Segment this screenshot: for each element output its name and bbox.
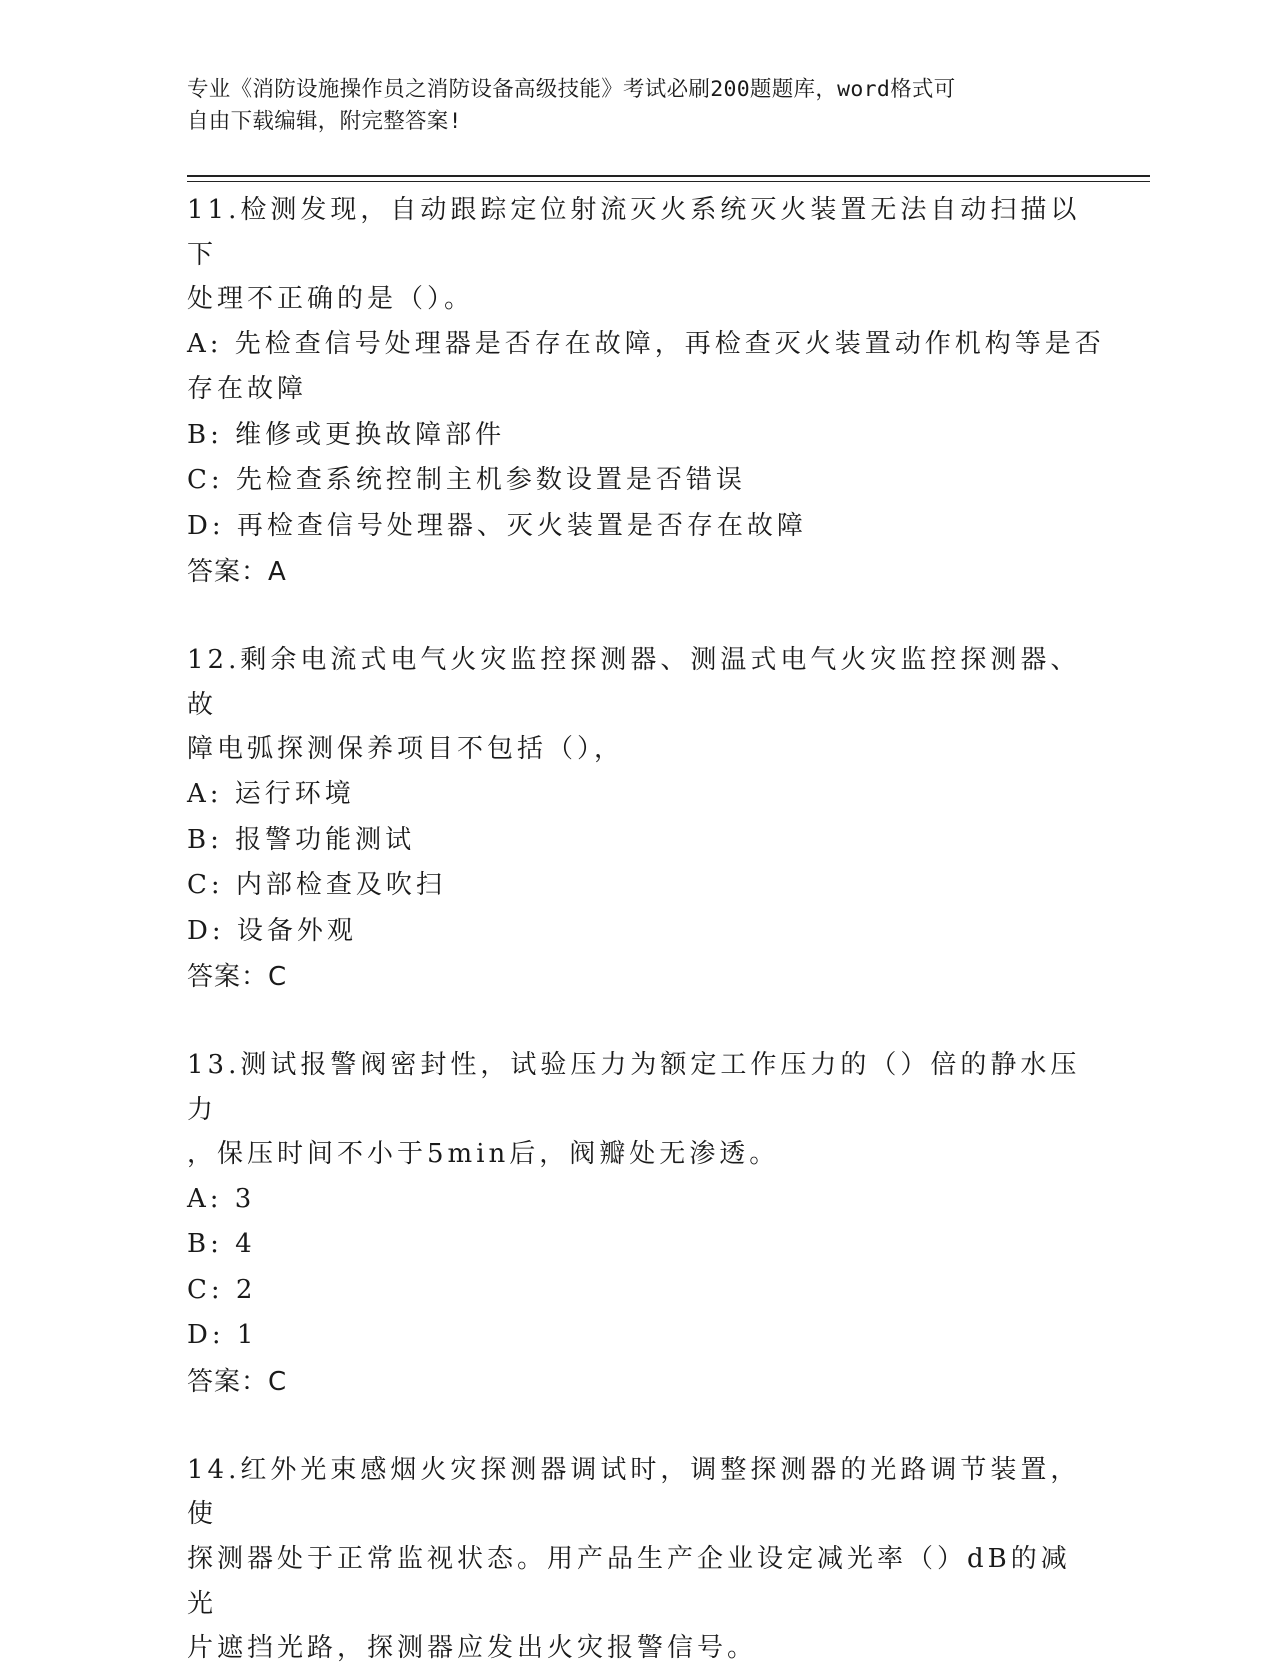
question-item [187,638,1082,1000]
question-stem-line: 12.剩余电流式电气火灾监控探测器、测温式电气火灾监控探测器、故 [187,645,1081,720]
question-stem-line: ，保压时间不小于5min后，阀瓣处无渗透。 [187,1139,780,1170]
option-a-continued: 存在故障 [187,374,308,405]
question-item [187,1448,1082,1671]
question-spacer [187,1000,1082,1043]
option-a: A: 运行环境 [187,779,355,810]
question-spacer [187,595,1082,638]
answer-line: 答案：C [187,1366,288,1397]
option-b: B: 4 [187,1229,256,1260]
header-line-2: 自由下载编辑，附完整答案! [187,109,462,134]
question-stem-line: 14.红外光束感烟火灾探测器调试时，调整探测器的光路调节装置，使 [187,1454,1081,1530]
question-stem-line: 13.测试报警阀密封性，试验压力为额定工作压力的（）倍的静水压力 [187,1050,1081,1125]
question-item [187,1043,1082,1405]
header-divider-thin [187,181,1150,182]
question-spacer [187,1405,1082,1448]
option-b: B: 维修或更换故障部件 [187,419,506,450]
document-header [187,74,1067,138]
question-stem-line: 11.检测发现，自动跟踪定位射流灭火系统灭火装置无法自动扫描以下 [187,195,1081,270]
header-divider-thick [187,175,1150,177]
header-line-1: 专业《消防设施操作员之消防设备高级技能》考试必刷200题题库，word格式可 [187,77,956,102]
option-d: D: 设备外观 [187,915,357,946]
option-a: A: 先检查信号处理器是否存在故障，再检查灭火装置动作机构等是否 [187,328,1105,359]
option-c: C: 内部检查及吹扫 [187,870,446,901]
question-stem-line: 障电弧探测保养项目不包括（）， [187,734,625,765]
question-stem-line: 探测器处于正常监视状态。用产品生产企业设定减光率（）dB的减光 [187,1544,1071,1619]
question-list [187,188,1105,1671]
question-stem-line: 处理不正确的是（）。 [187,284,475,315]
option-c: C: 2 [187,1274,257,1305]
question-item [187,188,1105,595]
option-b: B: 报警功能测试 [187,824,416,855]
answer-line: 答案：A [187,557,287,588]
question-stem-line: 片遮挡光路，探测器应发出火灾报警信号。 [187,1633,758,1664]
option-d: D: 再检查信号处理器、灭火装置是否存在故障 [187,510,807,541]
option-a: A: 3 [187,1183,256,1214]
option-d: D: 1 [187,1320,258,1351]
answer-line: 答案：C [187,962,288,993]
option-c: C: 先检查系统控制主机参数设置是否错误 [187,465,746,496]
